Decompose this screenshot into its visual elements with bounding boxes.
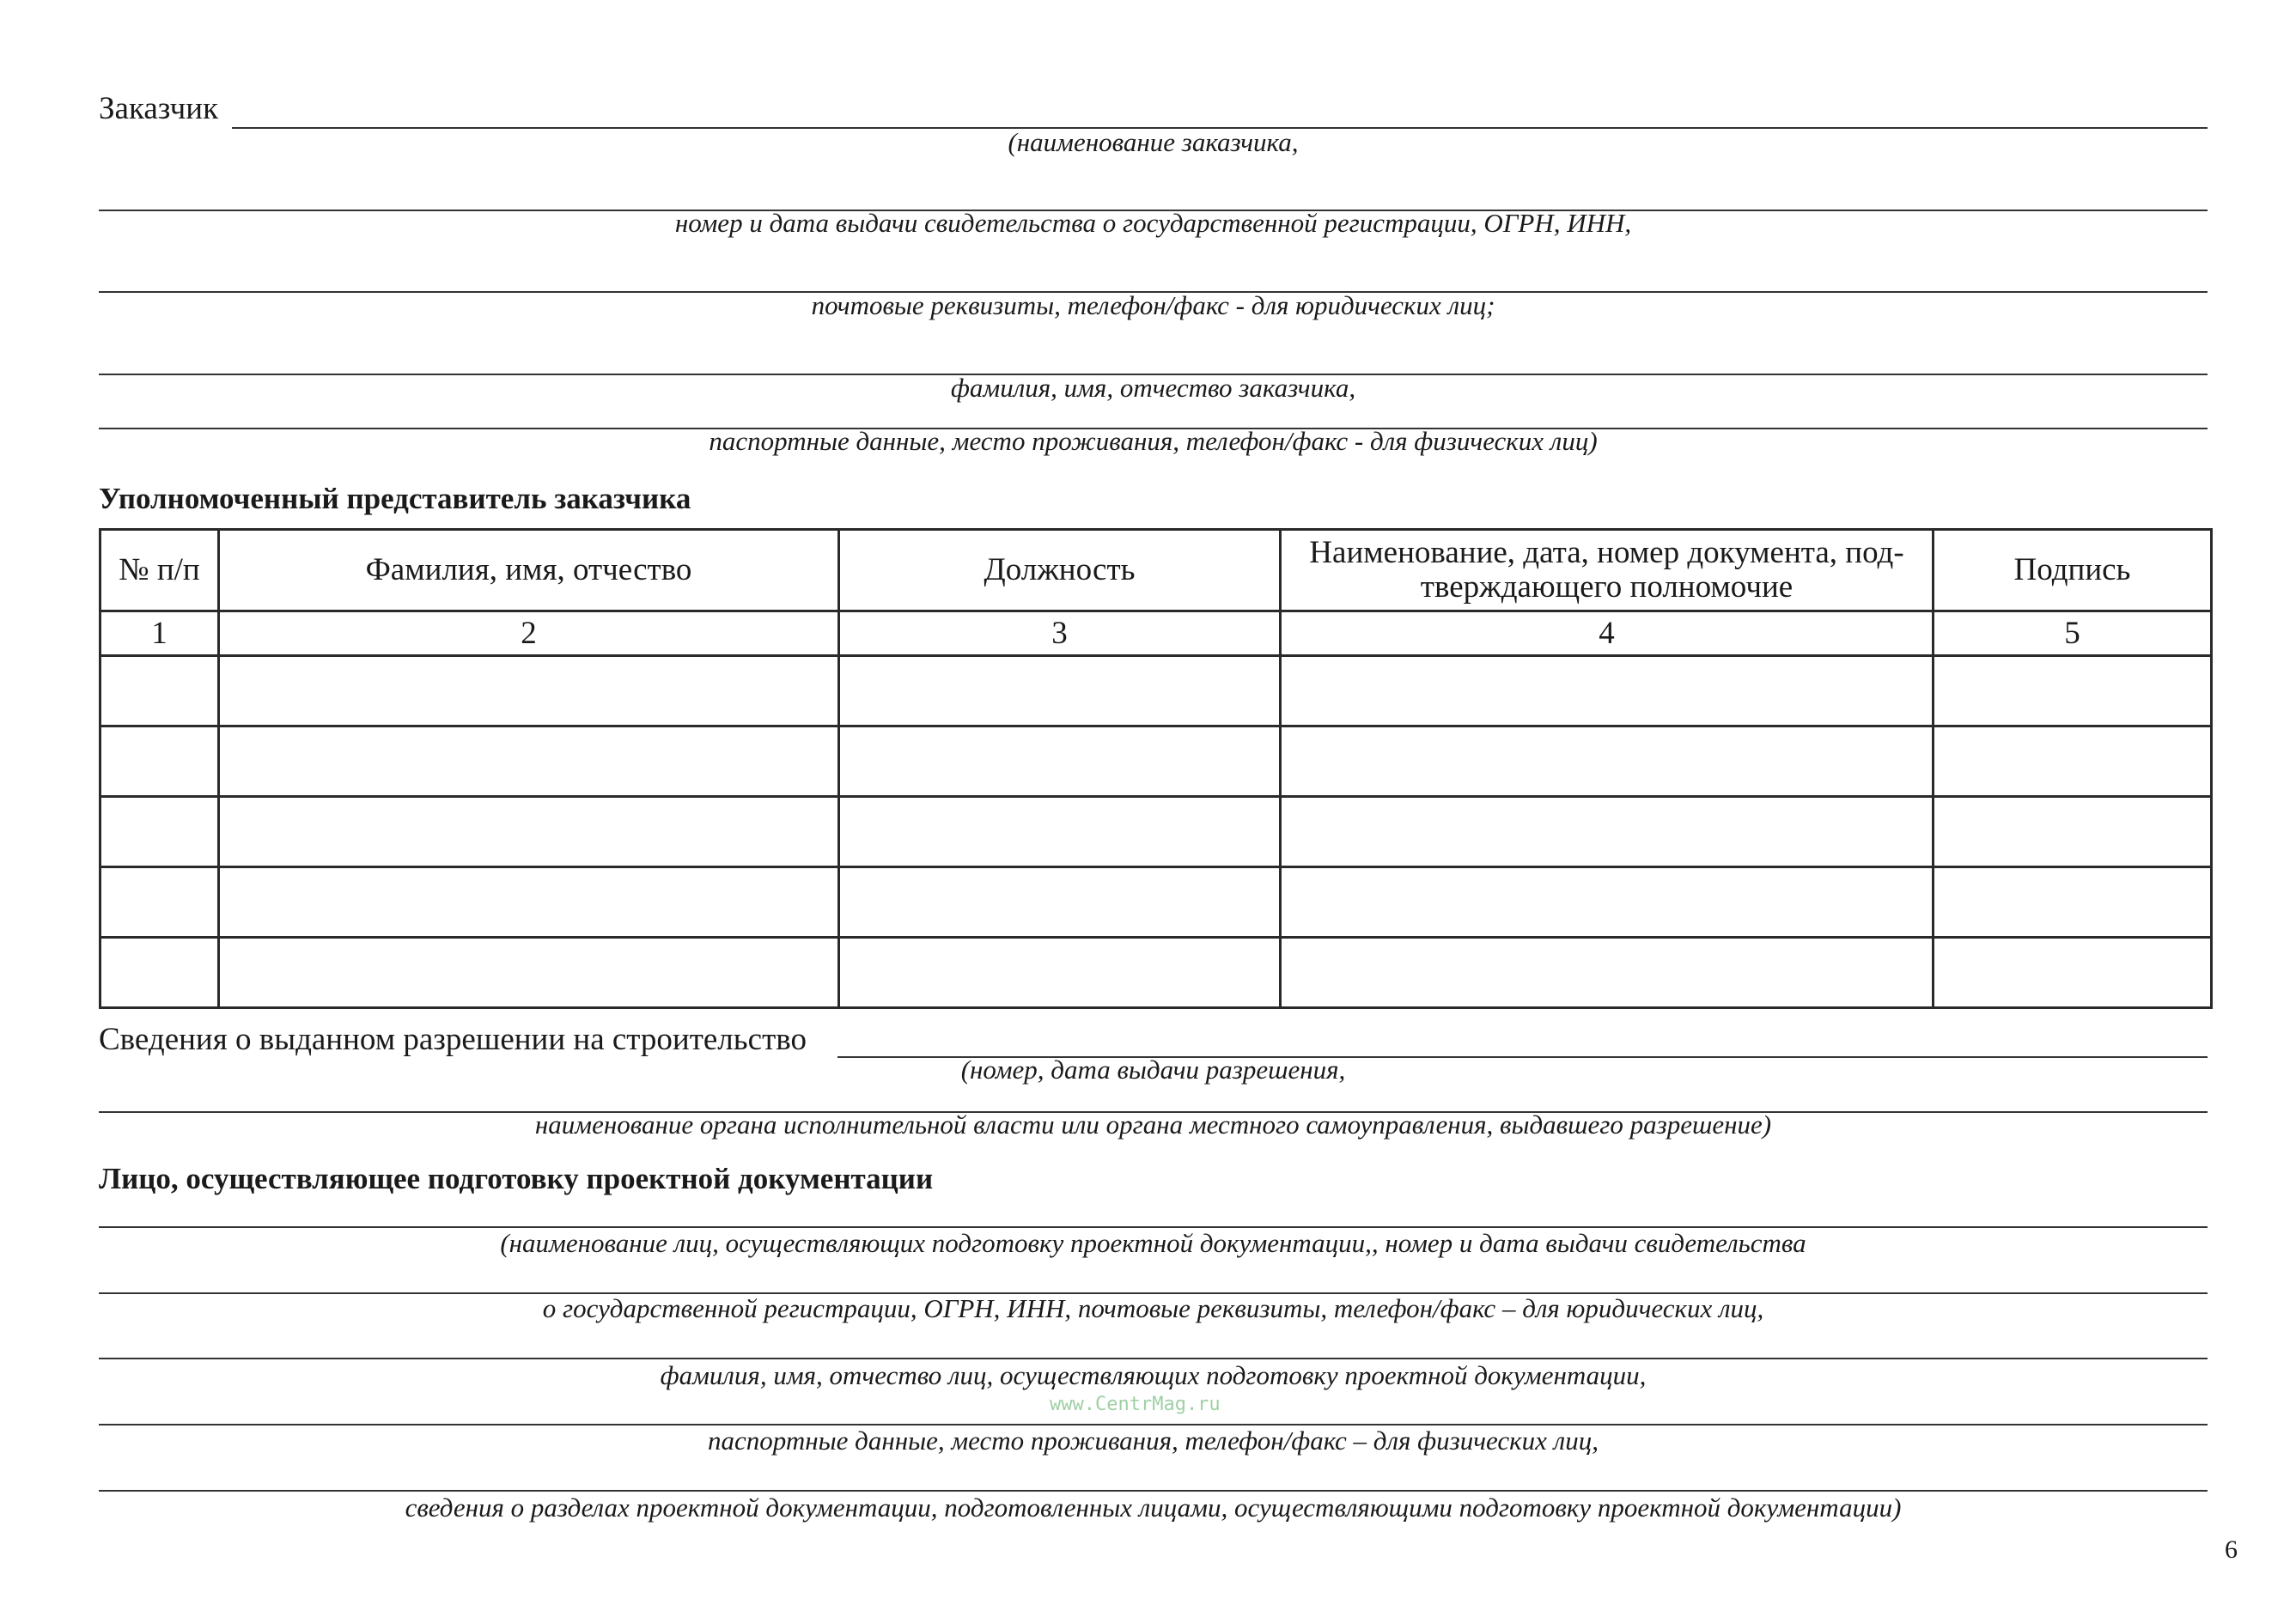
table-cell[interactable] — [1281, 938, 1934, 1008]
col-number-2: 2 — [219, 611, 839, 656]
table-cell[interactable] — [839, 797, 1281, 867]
table-cell[interactable] — [100, 938, 219, 1008]
customer-label: Заказчик — [99, 91, 219, 126]
designer-caption-3: фамилия, имя, отчество лиц, осуществляющих подготовку проектной документации, — [660, 1360, 1647, 1390]
col-number-4: 4 — [1281, 611, 1934, 656]
representative-table — [99, 528, 2213, 1009]
permit-caption-1: (номер, дата выдачи разрешения, — [960, 1055, 1346, 1085]
table-cell[interactable] — [1281, 797, 1934, 867]
designer-line-5[interactable] — [99, 1490, 2208, 1492]
table-row — [100, 938, 2212, 1008]
table-row — [100, 726, 2212, 797]
table-cell[interactable] — [839, 656, 1281, 726]
table-row — [100, 867, 2212, 938]
customer-caption-4: фамилия, имя, отчество заказчика, — [950, 373, 1356, 403]
col-header-number: № п/п — [100, 530, 219, 611]
designer-caption-5: сведения о разделах проектной документации, подготовленных лицами, осуществляющими подготовку проектной документации) — [405, 1492, 1902, 1523]
table-header-row — [100, 530, 2212, 611]
permit-label: Сведения о выданном разрешении на строительство — [99, 1022, 807, 1057]
table-number-row — [100, 611, 2212, 656]
col-header-signature: Подпись — [1934, 530, 2212, 611]
col-number-1: 1 — [100, 611, 219, 656]
table-cell[interactable] — [100, 656, 219, 726]
customer-caption-3: почтовые реквизиты, телефон/факс - для юридических лиц; — [811, 290, 1495, 320]
col-header-fullname: Фамилия, имя, отчество — [219, 530, 839, 611]
permit-caption-2: наименование органа исполнительной власти или органа местного самоуправления, выдавшего разрешение) — [534, 1109, 1772, 1140]
customer-caption-1: (наименование заказчика, — [1008, 127, 1299, 157]
table-cell[interactable] — [839, 867, 1281, 938]
table-cell[interactable] — [100, 726, 219, 797]
table-cell[interactable] — [219, 726, 839, 797]
table-cell[interactable] — [219, 656, 839, 726]
col-header-position: Должность — [839, 530, 1281, 611]
designer-caption-4: паспортные данные, место проживания, телефон/факс – для физических лиц, — [708, 1425, 1599, 1456]
designer-caption-1: (наименование лиц, осуществляющих подготовку проектной документации,, номер и дата выдачи свидетельства — [500, 1228, 1806, 1258]
col-header-document-line-2: тверждающего полномочие — [1420, 569, 1794, 605]
col-header-document — [1281, 530, 1934, 611]
page-number: 6 — [2225, 1535, 2238, 1564]
table-cell[interactable] — [1281, 656, 1934, 726]
table-cell[interactable] — [1281, 867, 1934, 938]
col-number-5: 5 — [1934, 611, 2212, 656]
designer-caption-2: о государственной регистрации, ОГРН, ИНН, почтовые реквизиты, телефон/факс – для юридических лиц, — [542, 1293, 1764, 1323]
table-row — [100, 797, 2212, 867]
table-cell[interactable] — [1281, 726, 1934, 797]
table-cell[interactable] — [219, 797, 839, 867]
table-cell[interactable] — [100, 867, 219, 938]
table-cell[interactable] — [1934, 656, 2212, 726]
table-cell[interactable] — [839, 726, 1281, 797]
table-cell[interactable] — [1934, 797, 2212, 867]
representative-heading: Уполномоченный представитель заказчика — [99, 482, 691, 515]
table-cell[interactable] — [1934, 867, 2212, 938]
table-cell[interactable] — [219, 938, 839, 1008]
table-cell[interactable] — [1934, 726, 2212, 797]
col-number-3: 3 — [839, 611, 1281, 656]
table-cell[interactable] — [100, 797, 219, 867]
customer-caption-2: номер и дата выдачи свидетельства о государственной регистрации, ОГРН, ИНН, — [674, 208, 1632, 238]
table-row — [100, 656, 2212, 726]
designer-heading: Лицо, осуществляющее подготовку проектной документации — [99, 1162, 934, 1195]
watermark: www.CentrMag.ru — [1050, 1394, 1221, 1415]
col-header-document-line-1: Наименование, дата, номер документа, под- — [1309, 535, 1904, 570]
table-cell[interactable] — [839, 938, 1281, 1008]
table-cell[interactable] — [1934, 938, 2212, 1008]
customer-caption-5: паспортные данные, место проживания, телефон/факс - для физических лиц) — [709, 426, 1598, 456]
designer-line-3[interactable] — [99, 1358, 2208, 1359]
table-cell[interactable] — [219, 867, 839, 938]
